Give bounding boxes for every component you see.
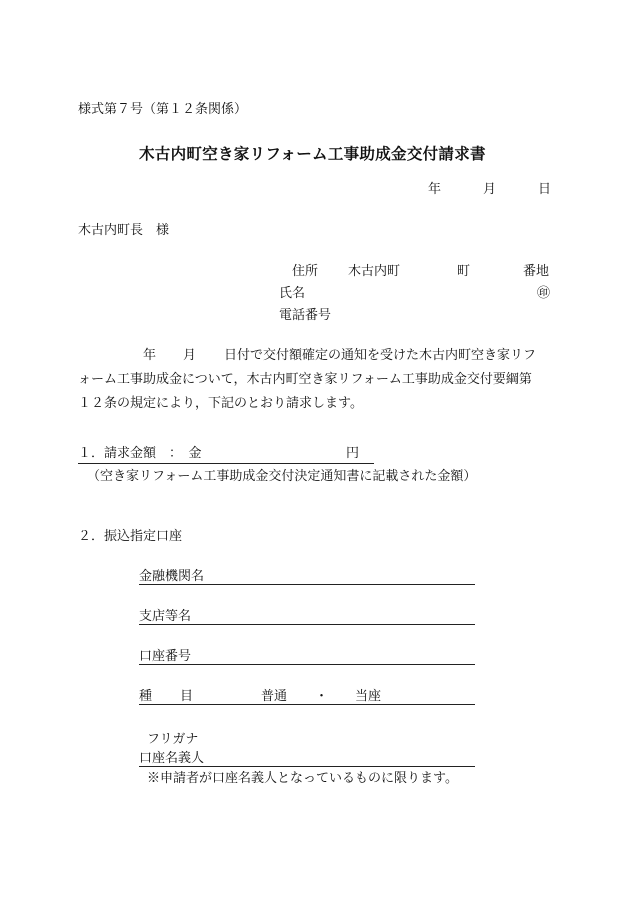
yen-label: 円 xyxy=(346,446,360,461)
addressee: 木古内町長 様 xyxy=(78,223,170,238)
body-year: 年 xyxy=(143,348,157,363)
bank-name-line xyxy=(139,584,475,585)
date-month: 月 xyxy=(483,182,497,197)
account-type-label-2: 目 xyxy=(180,689,194,704)
furigana-label: フリガナ xyxy=(147,732,199,747)
account-type-futsu: 普通 xyxy=(261,689,288,704)
body-line1-rest: 日付で交付額確定の通知を受けた木古内町空き家リフ xyxy=(224,348,537,363)
address-label: 住所 xyxy=(292,264,319,279)
account-holder-line xyxy=(139,766,475,767)
address-banchi: 番地 xyxy=(523,264,550,279)
address-town: 木古内町 xyxy=(348,264,401,279)
name-label: 氏名 xyxy=(279,286,306,301)
account-holder-note: ※申請者が口座名義人となっているものに限ります。 xyxy=(147,771,458,786)
account-type-line xyxy=(139,704,475,705)
form-number: 様式第７号（第１２条関係） xyxy=(78,102,248,117)
body-line-2: ォーム工事助成金について，木古内町空き家リフォーム工事助成金交付要綱第 xyxy=(78,372,532,387)
body-month: 月 xyxy=(183,348,197,363)
account-type-toza: 当座 xyxy=(355,689,382,704)
phone-label: 電話番号 xyxy=(279,308,332,323)
account-type-label-1: 種 xyxy=(139,689,153,704)
date-year: 年 xyxy=(428,182,442,197)
branch-name-label: 支店等名 xyxy=(139,609,192,624)
account-holder-label: 口座名義人 xyxy=(139,751,205,766)
date-day: 日 xyxy=(538,182,552,197)
account-type-separator: ・ xyxy=(315,689,329,704)
claim-amount-underline xyxy=(78,463,374,464)
claim-amount-note: （空き家リフォーム工事助成金交付決定通知書に記載された金額） xyxy=(87,469,477,484)
seal-mark: ㊞ xyxy=(537,286,551,301)
address-cho: 町 xyxy=(457,264,471,279)
document-title: 木古内町空き家リフォーム工事助成金交付請求書 xyxy=(139,144,486,163)
account-number-label: 口座番号 xyxy=(139,649,192,664)
branch-name-line xyxy=(139,624,475,625)
account-number-line xyxy=(139,664,475,665)
claim-amount-label: １．請求金額 ： 金 xyxy=(78,446,202,461)
request-paragraph xyxy=(78,344,552,416)
bank-name-label: 金融機関名 xyxy=(139,569,205,584)
body-line-3: １２条の規定により，下記のとおり請求します。 xyxy=(78,396,363,411)
bank-account-heading: ２．振込指定口座 xyxy=(78,529,183,544)
